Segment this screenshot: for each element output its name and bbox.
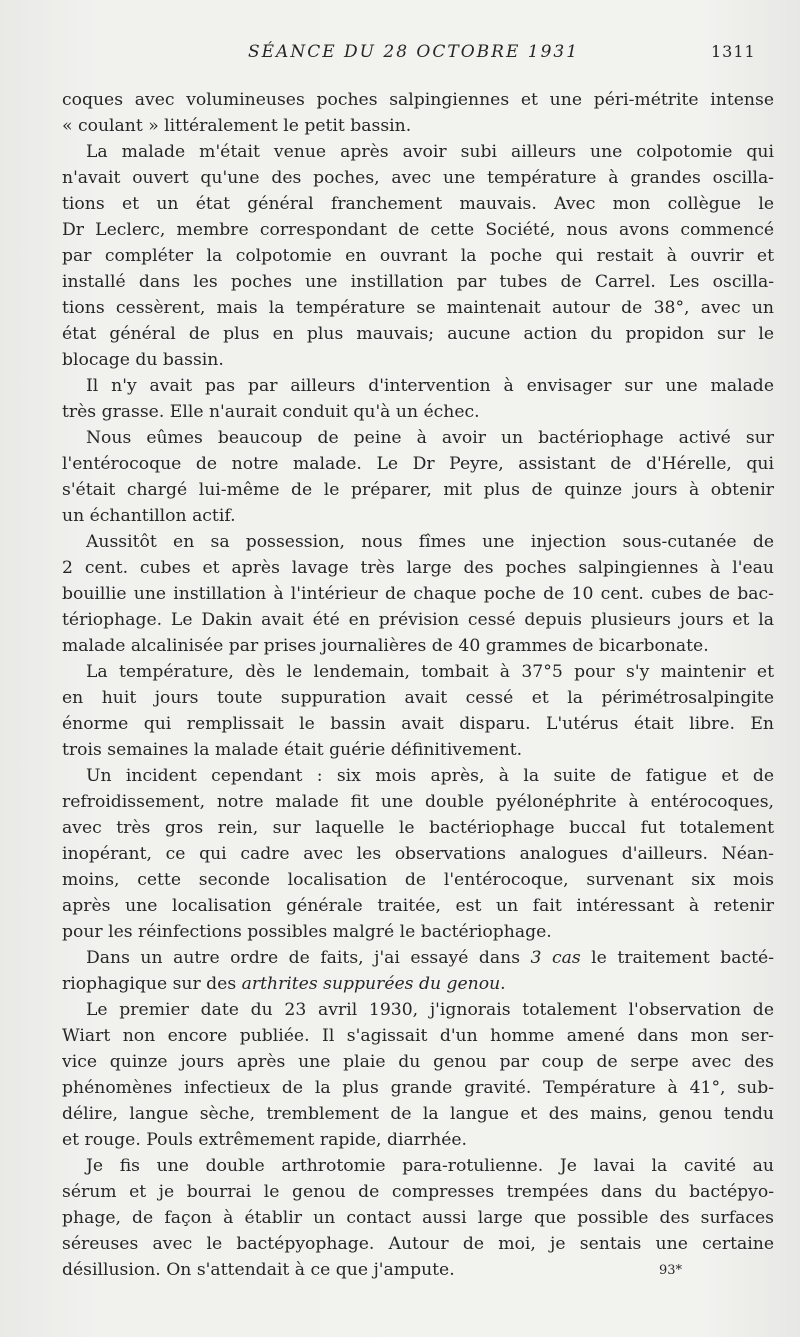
running-head: SÉANCE DU 28 OCTOBRE 1931 xyxy=(248,42,580,62)
text-line xyxy=(62,555,774,581)
line-text: 2 cent. cubes et après lavage très large des poches salpingiennes à l'eau xyxy=(62,558,774,578)
text-line xyxy=(62,1049,774,1075)
text-line xyxy=(62,919,774,945)
text-line xyxy=(62,399,774,425)
line-text: et rouge. Pouls extrêmement rapide, diarrhée. xyxy=(62,1130,467,1150)
line-text: Le premier date du 23 avril 1930, j'ignorais totalement l'observation de xyxy=(86,1000,774,1020)
line-text: par compléter la colpotomie en ouvrant la poche qui restait à ouvrir et xyxy=(62,246,774,266)
line-text: inopérant, ce qui cadre avec les observations analogues d'ailleurs. Néan- xyxy=(62,844,774,864)
text-line xyxy=(62,1127,774,1153)
text-line xyxy=(62,217,774,243)
line-text: refroidissement, notre malade fit une double pyélonéphrite à entérocoques, xyxy=(62,792,774,812)
line-text: en huit jours toute suppuration avait cessé et la périmétrosalpingite xyxy=(62,688,774,708)
page-number: 1311 xyxy=(711,42,756,61)
text-line xyxy=(62,1231,774,1257)
line-text: Dr Leclerc, membre correspondant de cette Société, nous avons commencé xyxy=(62,220,774,240)
text-line xyxy=(62,1205,774,1231)
line-text: après une localisation générale traitée, est un fait intéressant à retenir xyxy=(62,896,774,916)
text-line xyxy=(62,893,774,919)
line-text: Nous eûmes beaucoup de peine à avoir un bactériophage activé sur xyxy=(86,428,774,448)
line-text: avec très gros rein, sur laquelle le bactériophage buccal fut totalement xyxy=(62,818,774,838)
line-text: état général de plus en plus mauvais; aucune action du propidon sur le xyxy=(62,324,774,344)
text-line xyxy=(62,633,774,659)
line-text: trois semaines la malade était guérie définitivement. xyxy=(62,740,523,760)
text-line xyxy=(62,191,774,217)
text-line xyxy=(62,347,774,373)
line-text: Dans un autre ordre de faits, j'ai essayé dans xyxy=(86,948,531,968)
text-line xyxy=(62,1023,774,1049)
line-text: Un incident cependant : six mois après, à la suite de fatigue et de xyxy=(86,766,774,786)
line-text: très grasse. Elle n'aurait conduit qu'à un échec. xyxy=(62,402,480,422)
line-text: La température, dès le lendemain, tombait à 37°5 pour s'y maintenir et xyxy=(86,662,774,682)
text-line xyxy=(62,113,774,139)
line-text: pour les réinfections possibles malgré le bactériophage. xyxy=(62,922,552,942)
text-line xyxy=(62,737,774,763)
text-line xyxy=(62,659,774,685)
text-line xyxy=(62,243,774,269)
signature-mark: 93* xyxy=(659,1263,683,1278)
line-text: tions cessèrent, mais la température se maintenait autour de 38°, avec un xyxy=(62,298,774,318)
text-line xyxy=(62,165,774,191)
text-line xyxy=(62,139,774,165)
text-line xyxy=(62,503,774,529)
line-text: un échantillon actif. xyxy=(62,506,236,526)
line-text: Je fis une double arthrotomie para-rotulienne. Je lavai la cavité au xyxy=(86,1156,774,1176)
text-line xyxy=(62,321,774,347)
line-text: tions et un état général franchement mauvais. Avec mon collègue le xyxy=(62,194,774,214)
line-text: malade alcalinisée par prises journalières de 40 grammes de bicarbonate. xyxy=(62,636,709,656)
line-text: La malade m'était venue après avoir subi ailleurs une colpotomie qui xyxy=(86,142,774,162)
text-line xyxy=(62,685,774,711)
line-text-after: . xyxy=(500,974,506,994)
line-text: sérum et je bourrai le genou de compresses trempées dans du bactépyo- xyxy=(62,1182,774,1202)
text-line xyxy=(62,711,774,737)
text-line xyxy=(62,945,774,971)
text-line xyxy=(62,581,774,607)
line-text: Il n'y avait pas par ailleurs d'intervention à envisager sur une malade xyxy=(86,376,774,396)
text-line xyxy=(62,841,774,867)
text-line xyxy=(62,1075,774,1101)
text-line xyxy=(62,997,774,1023)
text-line xyxy=(62,373,774,399)
line-text: vice quinze jours après une plaie du genou par coup de serpe avec des xyxy=(62,1052,774,1072)
text-line xyxy=(62,269,774,295)
text-line xyxy=(62,815,774,841)
text-line xyxy=(62,295,774,321)
line-text: désillusion. On s'attendait à ce que j'ampute. xyxy=(62,1260,455,1280)
line-text: Aussitôt en sa possession, nous fîmes une injection sous-cutanée de xyxy=(86,532,774,552)
line-text: « coulant » littéralement le petit bassin. xyxy=(62,116,412,136)
page-header xyxy=(0,42,800,66)
text-line xyxy=(62,971,774,997)
italic-text: arthrites suppurées du genou xyxy=(241,974,501,994)
text-line xyxy=(62,529,774,555)
line-text: Wiart non encore publiée. Il s'agissait d'un homme amené dans mon ser- xyxy=(62,1026,774,1046)
line-text: n'avait ouvert qu'une des poches, avec une température à grandes oscilla- xyxy=(62,168,774,188)
line-text: bouillie une instillation à l'intérieur de chaque poche de 10 cent. cubes de bac- xyxy=(62,584,774,604)
text-line xyxy=(62,763,774,789)
line-text: tériophage. Le Dakin avait été en prévision cessé depuis plusieurs jours et la xyxy=(62,610,774,630)
italic-text: 3 cas xyxy=(530,948,581,968)
text-line xyxy=(62,1153,774,1179)
line-text: phénomènes infectieux de la plus grande gravité. Température à 41°, sub- xyxy=(62,1078,774,1098)
line-text: blocage du bassin. xyxy=(62,350,224,370)
line-text: riophagique sur des xyxy=(62,974,242,994)
line-text: s'était chargé lui-même de le préparer, mit plus de quinze jours à obtenir xyxy=(62,480,774,500)
text-line xyxy=(62,1101,774,1127)
line-text: moins, cette seconde localisation de l'entérocoque, survenant six mois xyxy=(62,870,774,890)
text-line xyxy=(62,87,774,113)
text-line xyxy=(62,789,774,815)
line-text: coques avec volumineuses poches salpingiennes et une péri-métrite intense xyxy=(62,90,774,110)
line-text: phage, de façon à établir un contact aussi large que possible des surfaces xyxy=(62,1208,774,1228)
text-line xyxy=(62,867,774,893)
line-text: l'entérocoque de notre malade. Le Dr Peyre, assistant de d'Hérelle, qui xyxy=(62,454,774,474)
body-text xyxy=(62,87,774,1283)
line-text: installé dans les poches une instillation par tubes de Carrel. Les oscilla- xyxy=(62,272,774,292)
line-text-after: le traitement bacté- xyxy=(580,948,774,968)
text-line xyxy=(62,607,774,633)
text-line xyxy=(62,1179,774,1205)
text-line xyxy=(62,451,774,477)
text-line xyxy=(62,477,774,503)
line-text: délire, langue sèche, tremblement de la langue et des mains, genou tendu xyxy=(62,1104,774,1124)
line-text: énorme qui remplissait le bassin avait disparu. L'utérus était libre. En xyxy=(62,714,774,734)
text-line xyxy=(62,425,774,451)
line-text: séreuses avec le bactépyophage. Autour de moi, je sentais une certaine xyxy=(62,1234,774,1254)
